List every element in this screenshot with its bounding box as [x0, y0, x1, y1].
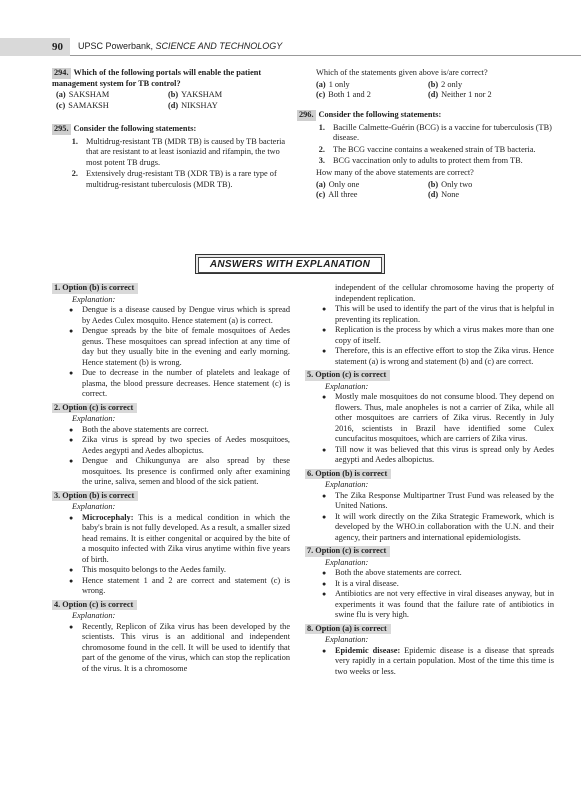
bullet: ● The Zika Response Multipartner Trust Fund was released by the United Nations. — [335, 491, 554, 512]
bullet: ● Hence statement 1 and 2 are correct and statement (c) is wrong. — [82, 576, 290, 597]
answer-8 — [305, 624, 554, 678]
option-b: (b) Only two — [428, 179, 473, 189]
bullet: ● Due to decrease in the number of platelets and leakage of plasma, the blood pressure decreases. Hence statement (c) is correct. — [82, 368, 290, 400]
bullet-list — [52, 425, 290, 488]
explanation-label: Explanation: — [325, 381, 369, 391]
continued-text: independent of the cellular chromosome having the property of independent replication. — [335, 283, 554, 303]
bullet: ● Antibiotics are not very effective in viral diseases anyway, but in experiments it was found that the failure rate of antibiotics in swine flu is very high. — [335, 589, 554, 621]
bullet: ● Till now it was believed that this virus is spread only by Aedes aegypti and Aedes albopictus. — [335, 445, 554, 466]
bullet-list — [52, 513, 290, 597]
bullet: ● Microcephaly: This is a medical condition in which the baby's brain is not fully developed. As a result, a smaller sized head remains. It is either congenital or acquired by the bite of a mosquito infected with Zika virus anytime within five years of birth. — [82, 513, 290, 566]
answer-heading: 4. Option (c) is correct — [52, 600, 137, 611]
answer-heading: 7. Option (c) is correct — [305, 546, 390, 557]
header-rule — [70, 55, 581, 56]
bullet: ● Dengue is a disease caused by Dengue virus which is spread by Aedes Culex mosquito. Hence statement (a) is correct. — [82, 305, 290, 326]
bullet: ● This will be used to identify the part of the virus that is helpful in preventing its replication. — [335, 304, 554, 325]
explanation-label: Explanation: — [325, 557, 369, 567]
bullet: ● This mosquito belongs to the Aedes family. — [82, 565, 290, 576]
option-c: (c) SAMAKSH — [56, 100, 109, 110]
explanation-label: Explanation: — [325, 480, 369, 489]
answers-left-column — [52, 283, 290, 677]
page-number: 90 — [0, 38, 70, 56]
question-number: 295. — [54, 124, 69, 133]
answer-heading: 6. Option (b) is correct — [305, 469, 391, 480]
explanation-label: Explanation: — [72, 414, 116, 423]
options — [316, 80, 552, 101]
options — [297, 180, 552, 201]
bullet: ● Mostly male mosquitoes do not consume blood. They depend on flowers. Thus, male anopheles is not a carrier of Zika, while all other mosquitoes are carriers of Zika virus. Recently in July 2016, scientists in Brazil have identified some Culex cuncufacitus mosquitoes, which are carriers of Zika virus. — [335, 392, 554, 445]
banner-title: ANSWERS WITH EXPLANATION — [198, 257, 382, 273]
option-b: (b) YAKSHAM — [168, 90, 223, 100]
bullet-list — [305, 646, 554, 678]
option-c: (c) Both 1 and 2 — [316, 90, 371, 100]
answer-1 — [52, 283, 290, 400]
book-title: UPSC Powerbank, — [78, 41, 156, 51]
answer-heading: 2. Option (c) is correct — [52, 403, 137, 414]
bullet: ● Recently, Replicon of Zika virus has been developed by the scientists. This virus is an additional and independent chromosome found in the cell. It will be used to identify that part of the genome of the virus, which can stop the replication of the virus. It is a chromosome — [82, 622, 290, 675]
question-prompt: Which of the statements given above is/are correct? — [316, 68, 488, 77]
answer-heading: 3. Option (b) is correct — [52, 491, 138, 502]
answer-2 — [52, 403, 290, 488]
explanation-label: Explanation: — [72, 294, 116, 304]
answer-heading: 1. Option (b) is correct — [52, 283, 138, 294]
option-d: (d) None — [428, 190, 460, 200]
question-text: Consider the following statements: — [73, 124, 197, 133]
option-a: (a) Only one — [316, 179, 360, 189]
question-295 — [52, 124, 290, 192]
question-number: 296. — [299, 110, 314, 119]
bullet: ● Dengue and Chikungunya are also spread by these mosquitoes. Its presence is confirmed only after examining the urine, saliva, semen and blood of the sick patient. — [82, 456, 290, 488]
page-header — [0, 38, 581, 56]
question-prompt: How many of the above statements are correct? — [316, 167, 474, 177]
bullet: ● It will work directly on the Zika Strategic Framework, which is developed by the WHO.in collaboration with the U.N. and their agency, their partners and international epidemiologists. — [335, 512, 554, 544]
statement-list — [52, 137, 290, 191]
answer-4 — [52, 600, 290, 675]
statement-2: 2. Extensively drug-resistant TB (XDR TB) is a rare type of multidrug-resistant tuberculosis (MDR TB). — [80, 169, 290, 190]
running-title — [78, 41, 282, 51]
explanation-label: Explanation: — [72, 502, 116, 511]
answer-3 — [52, 491, 290, 597]
option-a: (a) SAKSHAM — [56, 90, 110, 100]
question-296 — [297, 110, 552, 201]
bullet: ● Both the above statements are correct. — [335, 568, 554, 579]
statement-1: 1. Bacille Calmette-Guérin (BCG) is a vaccine for tuberculosis (TB) disease. — [327, 123, 552, 144]
statement-list — [297, 123, 552, 167]
option-c: (c) All three — [316, 190, 358, 200]
statement-2: 2. The BCG vaccine contains a weakened strain of TB bacteria. — [327, 145, 552, 156]
bullet-list — [305, 304, 554, 367]
bullet: ● Replication is the process by which a virus makes more than one copy of itself. — [335, 325, 554, 346]
statement-1: 1. Multidrug-resistant TB (MDR TB) is caused by TB bacteria that are resistant to at least isoniazid and rifampin, the two most potent TB drugs. — [80, 137, 290, 169]
question-text: Which of the following portals will enable the patient management system for TB control? — [52, 68, 262, 88]
statement-3: 3. BCG vaccination only to adults to protect them from TB. — [327, 156, 552, 167]
bullet: ● Dengue spreads by the bite of female mosquitoes of Aedes genus. These mosquitoes can spread infection at any time of day but they usually bite in the evening and early morning. Hence statement (b) is wrong. — [82, 326, 290, 368]
option-a: (a) 1 only — [316, 79, 350, 89]
option-d: (d) NIKSHAY — [168, 100, 218, 110]
subject-title: SCIENCE AND TECHNOLOGY — [155, 41, 283, 51]
bullet-list — [305, 491, 554, 544]
bullet-list — [305, 392, 554, 466]
option-d: (d) Neither 1 nor 2 — [428, 90, 492, 100]
bullet: ● Zika virus is spread by two species of Aedes mosquitoes, Aedes aegypti and Aedes albopictus. — [82, 435, 290, 456]
question-text: Consider the following statements: — [318, 110, 442, 119]
term: Epidemic disease: — [335, 645, 401, 655]
answer-7 — [305, 546, 554, 621]
answers-right-column — [305, 283, 554, 680]
bullet: ● Both the above statements are correct. — [82, 425, 290, 436]
bullet-list — [52, 305, 290, 400]
option-b: (b) 2 only — [428, 79, 463, 89]
bullet-list — [305, 568, 554, 621]
question-295-continued — [316, 68, 552, 101]
answers-banner — [195, 254, 385, 274]
bullet: ● It is a viral disease. — [335, 579, 554, 590]
bullet: ● Epidemic disease: Epidemic disease is a disease that spreads very rapidly in a certain population. Most of the time this time is two weeks or less. — [335, 646, 554, 678]
answer-6 — [305, 469, 554, 544]
answer-heading: 5. Option (c) is correct — [305, 370, 390, 381]
explanation-label: Explanation: — [72, 611, 116, 620]
question-294 — [52, 68, 290, 111]
answer-heading: 8. Option (a) is correct — [305, 624, 391, 635]
bullet-list — [52, 622, 290, 675]
term: Microcephaly: — [82, 512, 134, 522]
options — [52, 90, 290, 111]
answer-4-continued — [305, 283, 554, 367]
bullet: ● Therefore, this is an effective effort to stop the Zika virus. Hence statement (a) is wrong and statement (b) and (c) are correct. — [335, 346, 554, 367]
question-number: 294. — [54, 68, 69, 77]
explanation-label: Explanation: — [325, 635, 369, 644]
answer-5 — [305, 370, 554, 466]
